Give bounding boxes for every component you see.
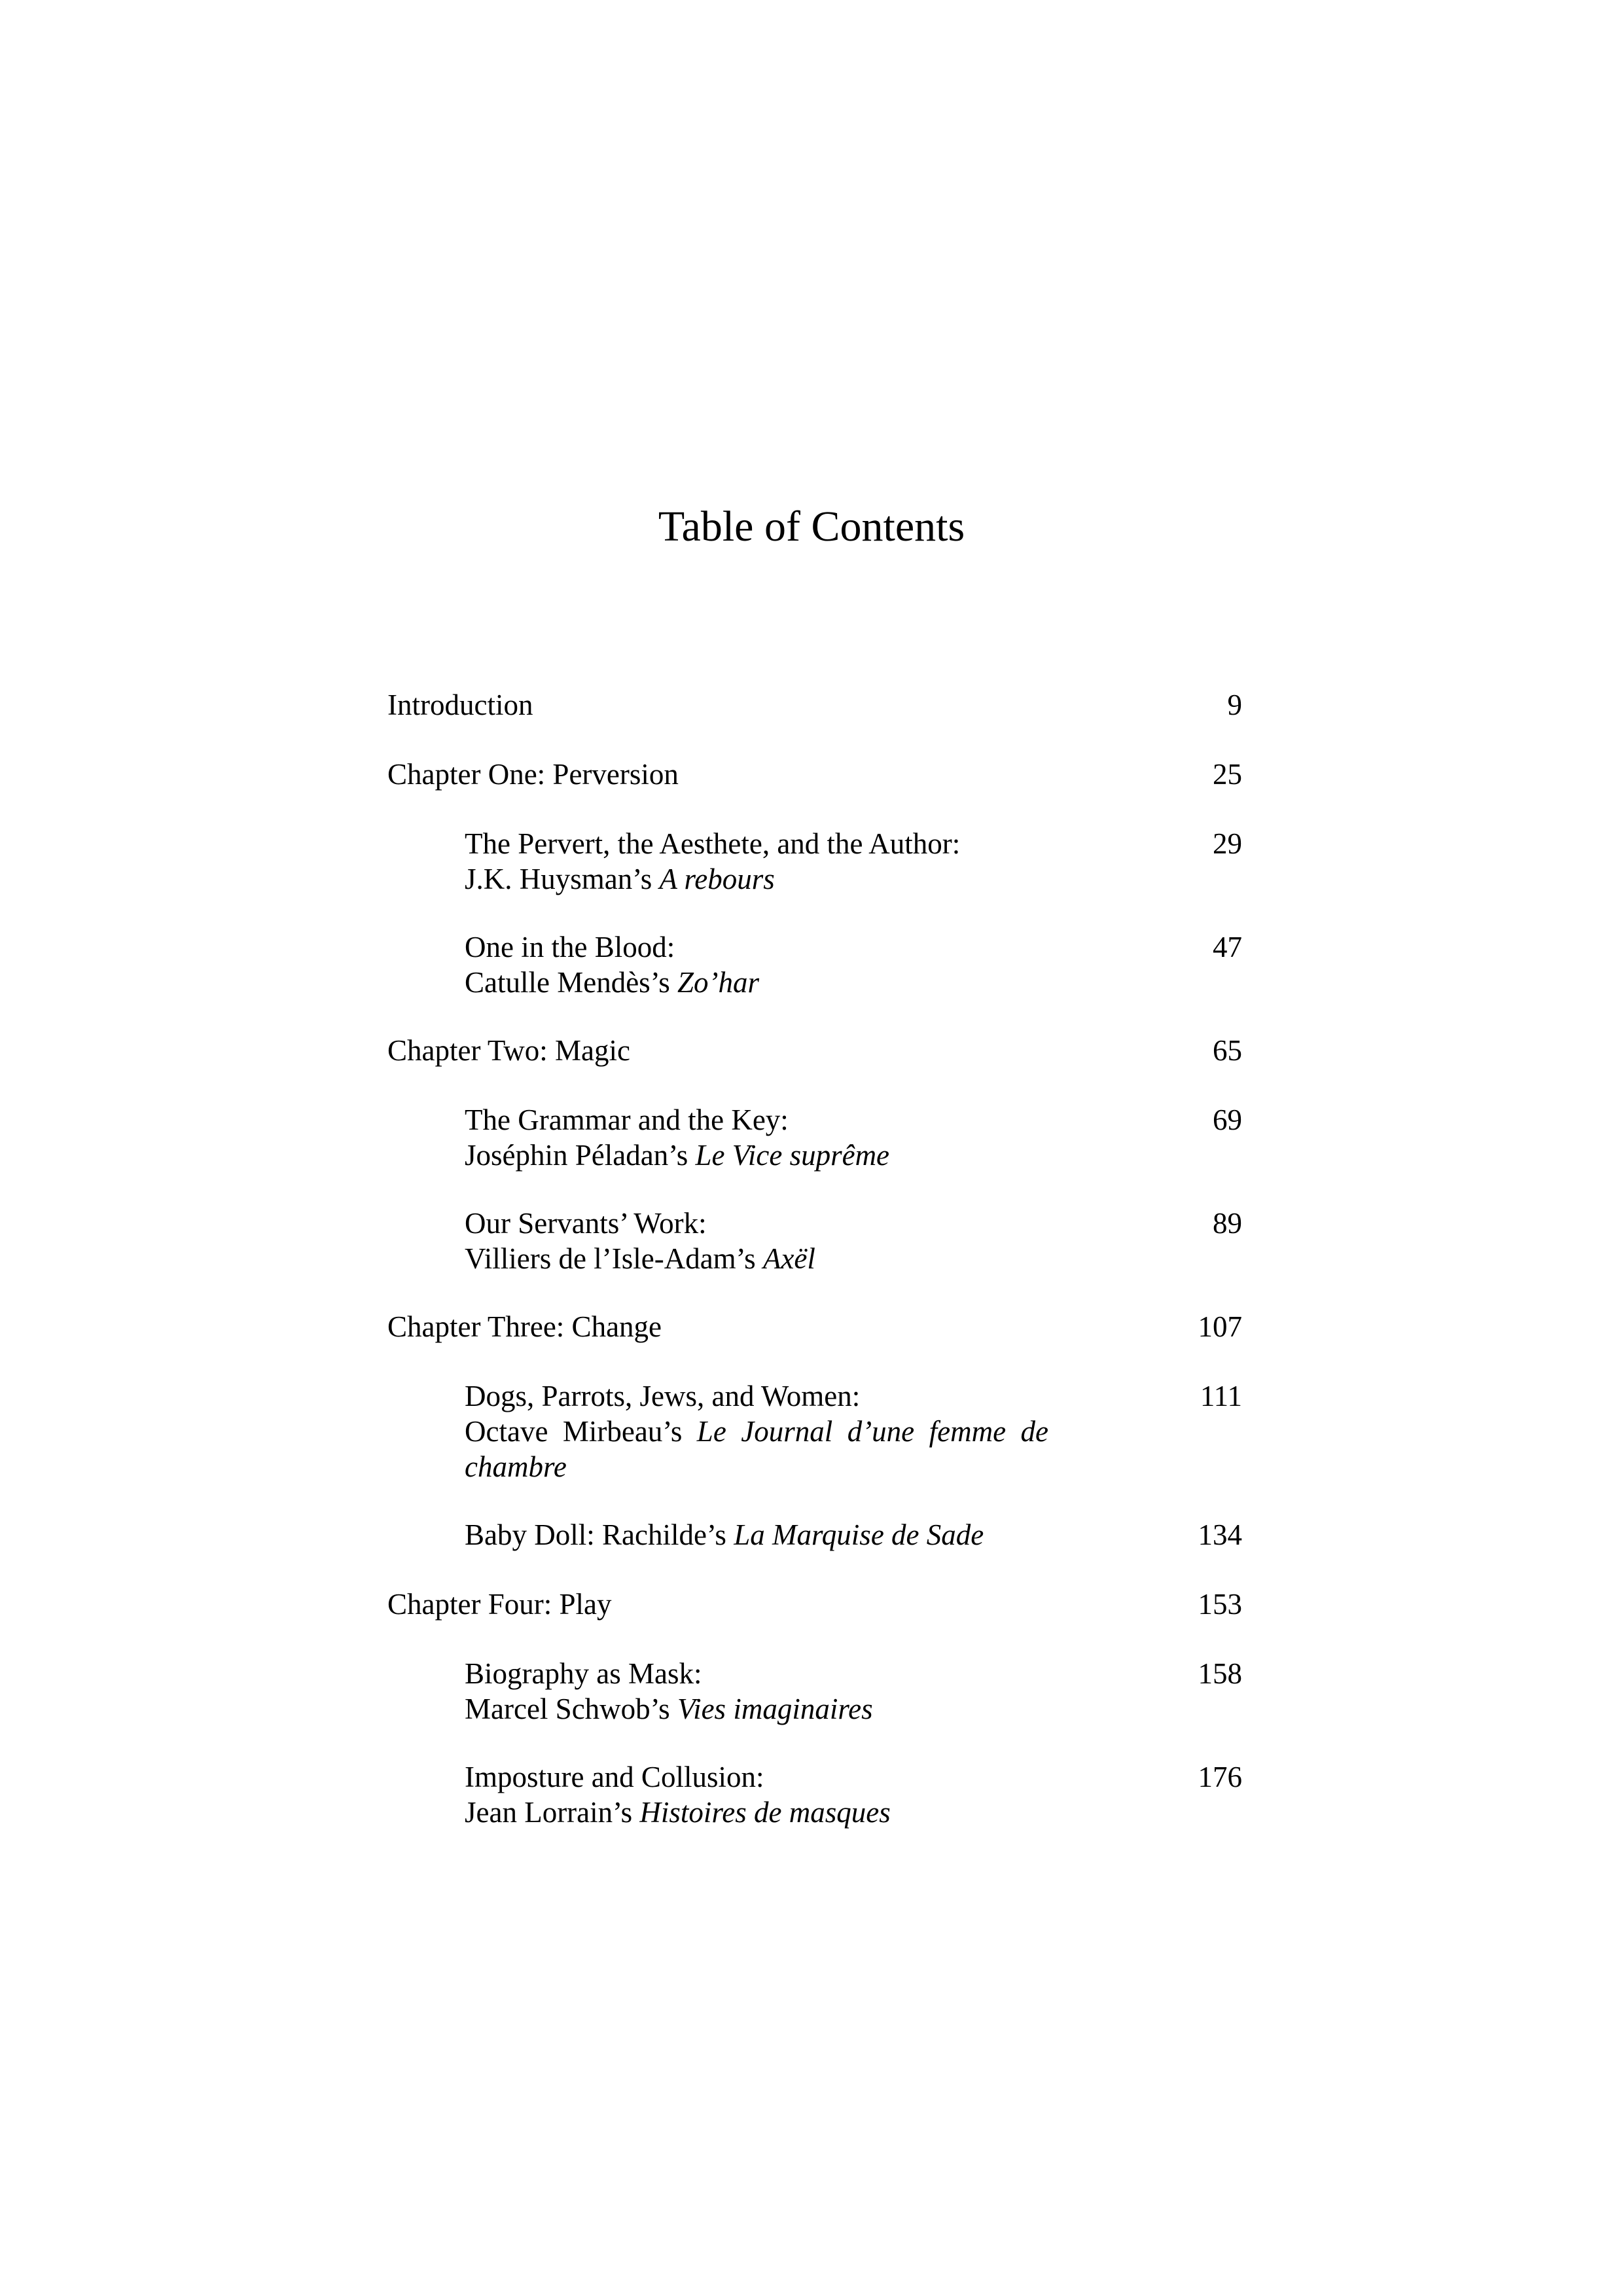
toc-entry-subtitle: Joséphin Péladan’s Le Vice suprême bbox=[465, 1139, 890, 1172]
toc-page-number: 158 bbox=[1198, 1657, 1242, 1690]
toc-entry-title: Chapter Three: Change bbox=[387, 1310, 662, 1343]
toc-page-number: 25 bbox=[1213, 758, 1242, 791]
toc-entry-baby-doll[interactable] bbox=[387, 1517, 1242, 1552]
toc-page-number: 134 bbox=[1198, 1518, 1242, 1551]
toc-entry-title: Introduction bbox=[387, 689, 533, 721]
toc-page-number: 153 bbox=[1198, 1588, 1242, 1621]
toc-page-number: 29 bbox=[1213, 827, 1242, 860]
toc-entry-title: The Pervert, the Aesthete, and the Author: bbox=[465, 827, 961, 860]
toc-page-number: 69 bbox=[1213, 1103, 1242, 1136]
toc-entry-title: Chapter Four: Play bbox=[387, 1588, 612, 1621]
toc-entry-title: Our Servants’ Work: bbox=[465, 1207, 707, 1240]
toc-entry-title: Dogs, Parrots, Jews, and Women: bbox=[465, 1380, 861, 1412]
toc-entry-title: Chapter One: Perversion bbox=[387, 758, 679, 791]
toc-entry-title: The Grammar and the Key: bbox=[465, 1103, 789, 1136]
toc-entry-subtitle: Marcel Schwob’s Vies imaginaires bbox=[465, 1693, 873, 1725]
toc-entry-subtitle-continued: chambre bbox=[465, 1450, 567, 1483]
toc-entry-imposture-and-collusion[interactable] bbox=[387, 1759, 1242, 1830]
toc-entry-our-servants-work[interactable] bbox=[387, 1206, 1242, 1276]
toc-entry-dogs-parrots-jews-women[interactable] bbox=[387, 1378, 1242, 1484]
toc-entry-subtitle: J.K. Huysman’s A rebours bbox=[465, 863, 775, 895]
toc-entry-title: Chapter Two: Magic bbox=[387, 1034, 630, 1067]
toc-entry-chapter-two[interactable] bbox=[387, 1033, 1242, 1068]
toc-entry-title: Biography as Mask: bbox=[465, 1657, 702, 1690]
toc-page-number: 47 bbox=[1213, 931, 1242, 963]
toc-page-number: 65 bbox=[1213, 1034, 1242, 1067]
toc-page-number: 176 bbox=[1198, 1761, 1242, 1793]
page-title: Table of Contents bbox=[658, 503, 965, 550]
toc-entry-subtitle: Octave Mirbeau’s Le Journal d’une femme de bbox=[465, 1415, 1048, 1448]
toc-page-number: 89 bbox=[1213, 1207, 1242, 1240]
toc-entry-title: Baby Doll: Rachilde’s La Marquise de Sade bbox=[465, 1518, 984, 1551]
toc-entry-title: One in the Blood: bbox=[465, 931, 675, 963]
toc-entry-subtitle: Jean Lorrain’s Histoires de masques bbox=[465, 1796, 891, 1829]
toc-entry-title: Imposture and Collusion: bbox=[465, 1761, 764, 1793]
toc-page-number: 9 bbox=[1227, 689, 1242, 721]
toc-entry-chapter-four[interactable] bbox=[387, 1587, 1242, 1622]
toc-entry-subtitle: Villiers de l’Isle-Adam’s Axël bbox=[465, 1242, 815, 1275]
toc-entry-pervert-aesthete-author[interactable] bbox=[387, 826, 1242, 897]
toc-entry-biography-as-mask[interactable] bbox=[387, 1656, 1242, 1727]
toc-entry-introduction[interactable] bbox=[387, 687, 1242, 723]
toc-entry-one-in-the-blood[interactable] bbox=[387, 929, 1242, 1000]
toc-entry-chapter-three[interactable] bbox=[387, 1309, 1242, 1344]
toc-entry-grammar-and-key[interactable] bbox=[387, 1102, 1242, 1173]
toc-entry-chapter-one[interactable] bbox=[387, 757, 1242, 792]
toc-page-number: 107 bbox=[1198, 1310, 1242, 1343]
toc-entry-subtitle: Catulle Mendès’s Zo’har bbox=[465, 966, 759, 999]
toc-page-number: 111 bbox=[1200, 1380, 1242, 1412]
